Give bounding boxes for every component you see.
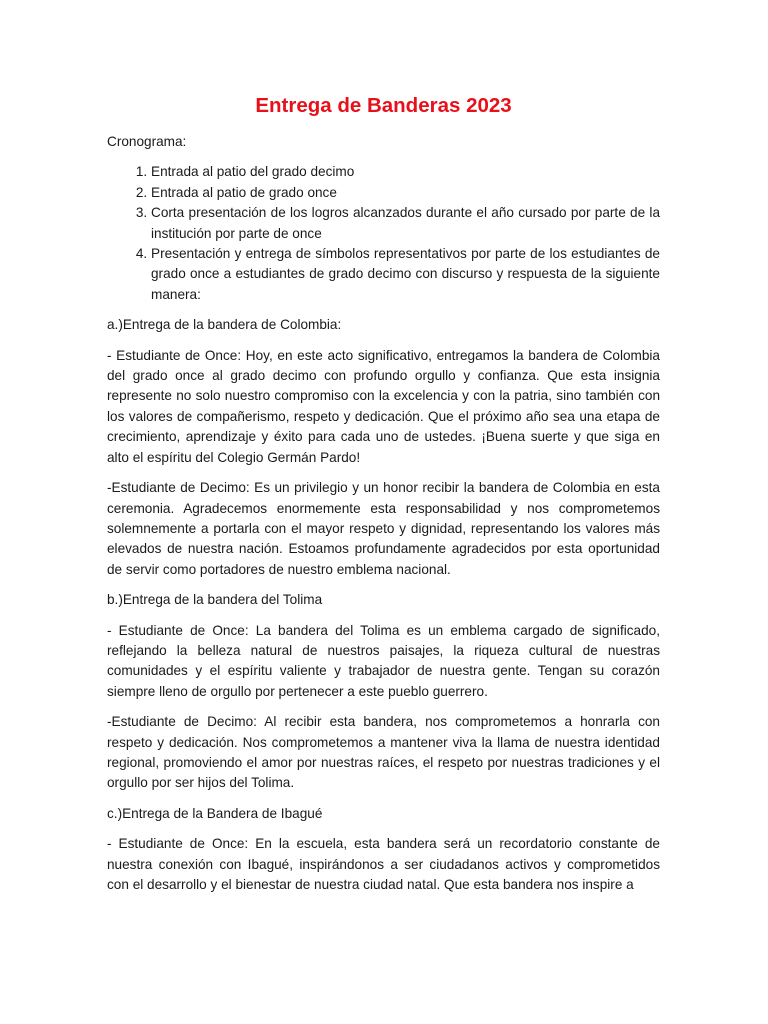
speech-decimo-tolima: -Estudiante de Decimo: Al recibir esta bandera, nos comprometemos a honrarla con respeto y dedicación. Nos comprometemos a mantener viva la llama de nuestra identidad regional, promoviendo el amor por nuestras raíces, el respeto por nuestras tradiciones y el orgullo por ser hijos del Tolima.: [107, 714, 660, 791]
speech-once-ibague: - Estudiante de Once: En la escuela, esta bandera será un recordatorio constante de nuestra conexión con Ibagué, inspirándonos a ser ciudadanos activos y comprometidos con el desarrollo y el bienestar de nuestra ciudad natal. Que esta bandera nos inspire a: [107, 836, 660, 892]
section-heading-ibague: c.)Entrega de la Bandera de Ibagué: [107, 805, 323, 821]
schedule-label: Cronograma:: [107, 134, 187, 149]
document-page: [107, 92, 660, 905]
speech-once-colombia: - Estudiante de Once: Hoy, en este acto significativo, entregamos la bandera de Colombia del grado once al grado decimo con profundo orgullo y confianza. Que esta insignia represente no solo nuestro compromiso con la excelencia y con la patria, sino también con los valores de compañerismo, respeto y dedicación. Que el próximo año sea una etapa de crecimiento, aprendizaje y éxito para cada uno de ustedes. ¡Buena suerte y que siga en alto el espíritu del Colegio Germán Pardo!: [107, 347, 660, 465]
section-heading-tolima: b.)Entrega de la bandera del Tolima: [107, 592, 323, 608]
section-heading-colombia: a.)Entrega de la bandera de Colombia:: [107, 317, 342, 333]
schedule-list: [107, 162, 660, 305]
schedule-item: 4. Presentación y entrega de símbolos representativos por parte de los estudiantes de grado once a estudiantes de grado decimo con discurso y respuesta de la siguiente manera:: [151, 244, 660, 305]
speech-decimo-colombia: -Estudiante de Decimo: Es un privilegio y un honor recibir la bandera de Colombia en esta ceremonia. Agradecemos enormemente esta responsabilidad y nos comprometemos solemnemente a portarla con el mayor respeto y dignidad, representando los valores más elevados de nuestra nación. Estoamos profundamente agradecidos por esta oportunidad de servir como portadores de nuestro emblema nacional.: [107, 480, 660, 577]
document-title: Entrega de Banderas 2023: [255, 94, 512, 117]
schedule-item: 3. Corta presentación de los logros alcanzados durante el año cursado por parte de la institución por parte de once: [151, 203, 660, 244]
schedule-item: 1. Entrada al patio del grado decimo: [151, 162, 660, 182]
schedule-item: 2. Entrada al patio de grado once: [151, 183, 660, 203]
speech-once-tolima: - Estudiante de Once: La bandera del Tolima es un emblema cargado de significado, reflejando la belleza natural de nuestros paisajes, la riqueza cultural de nuestras comunidades y el espíritu valiente y trabajador de nuestra gente. Tengan su corazón siempre lleno de orgullo por pertenecer a este pueblo guerrero.: [107, 622, 660, 699]
